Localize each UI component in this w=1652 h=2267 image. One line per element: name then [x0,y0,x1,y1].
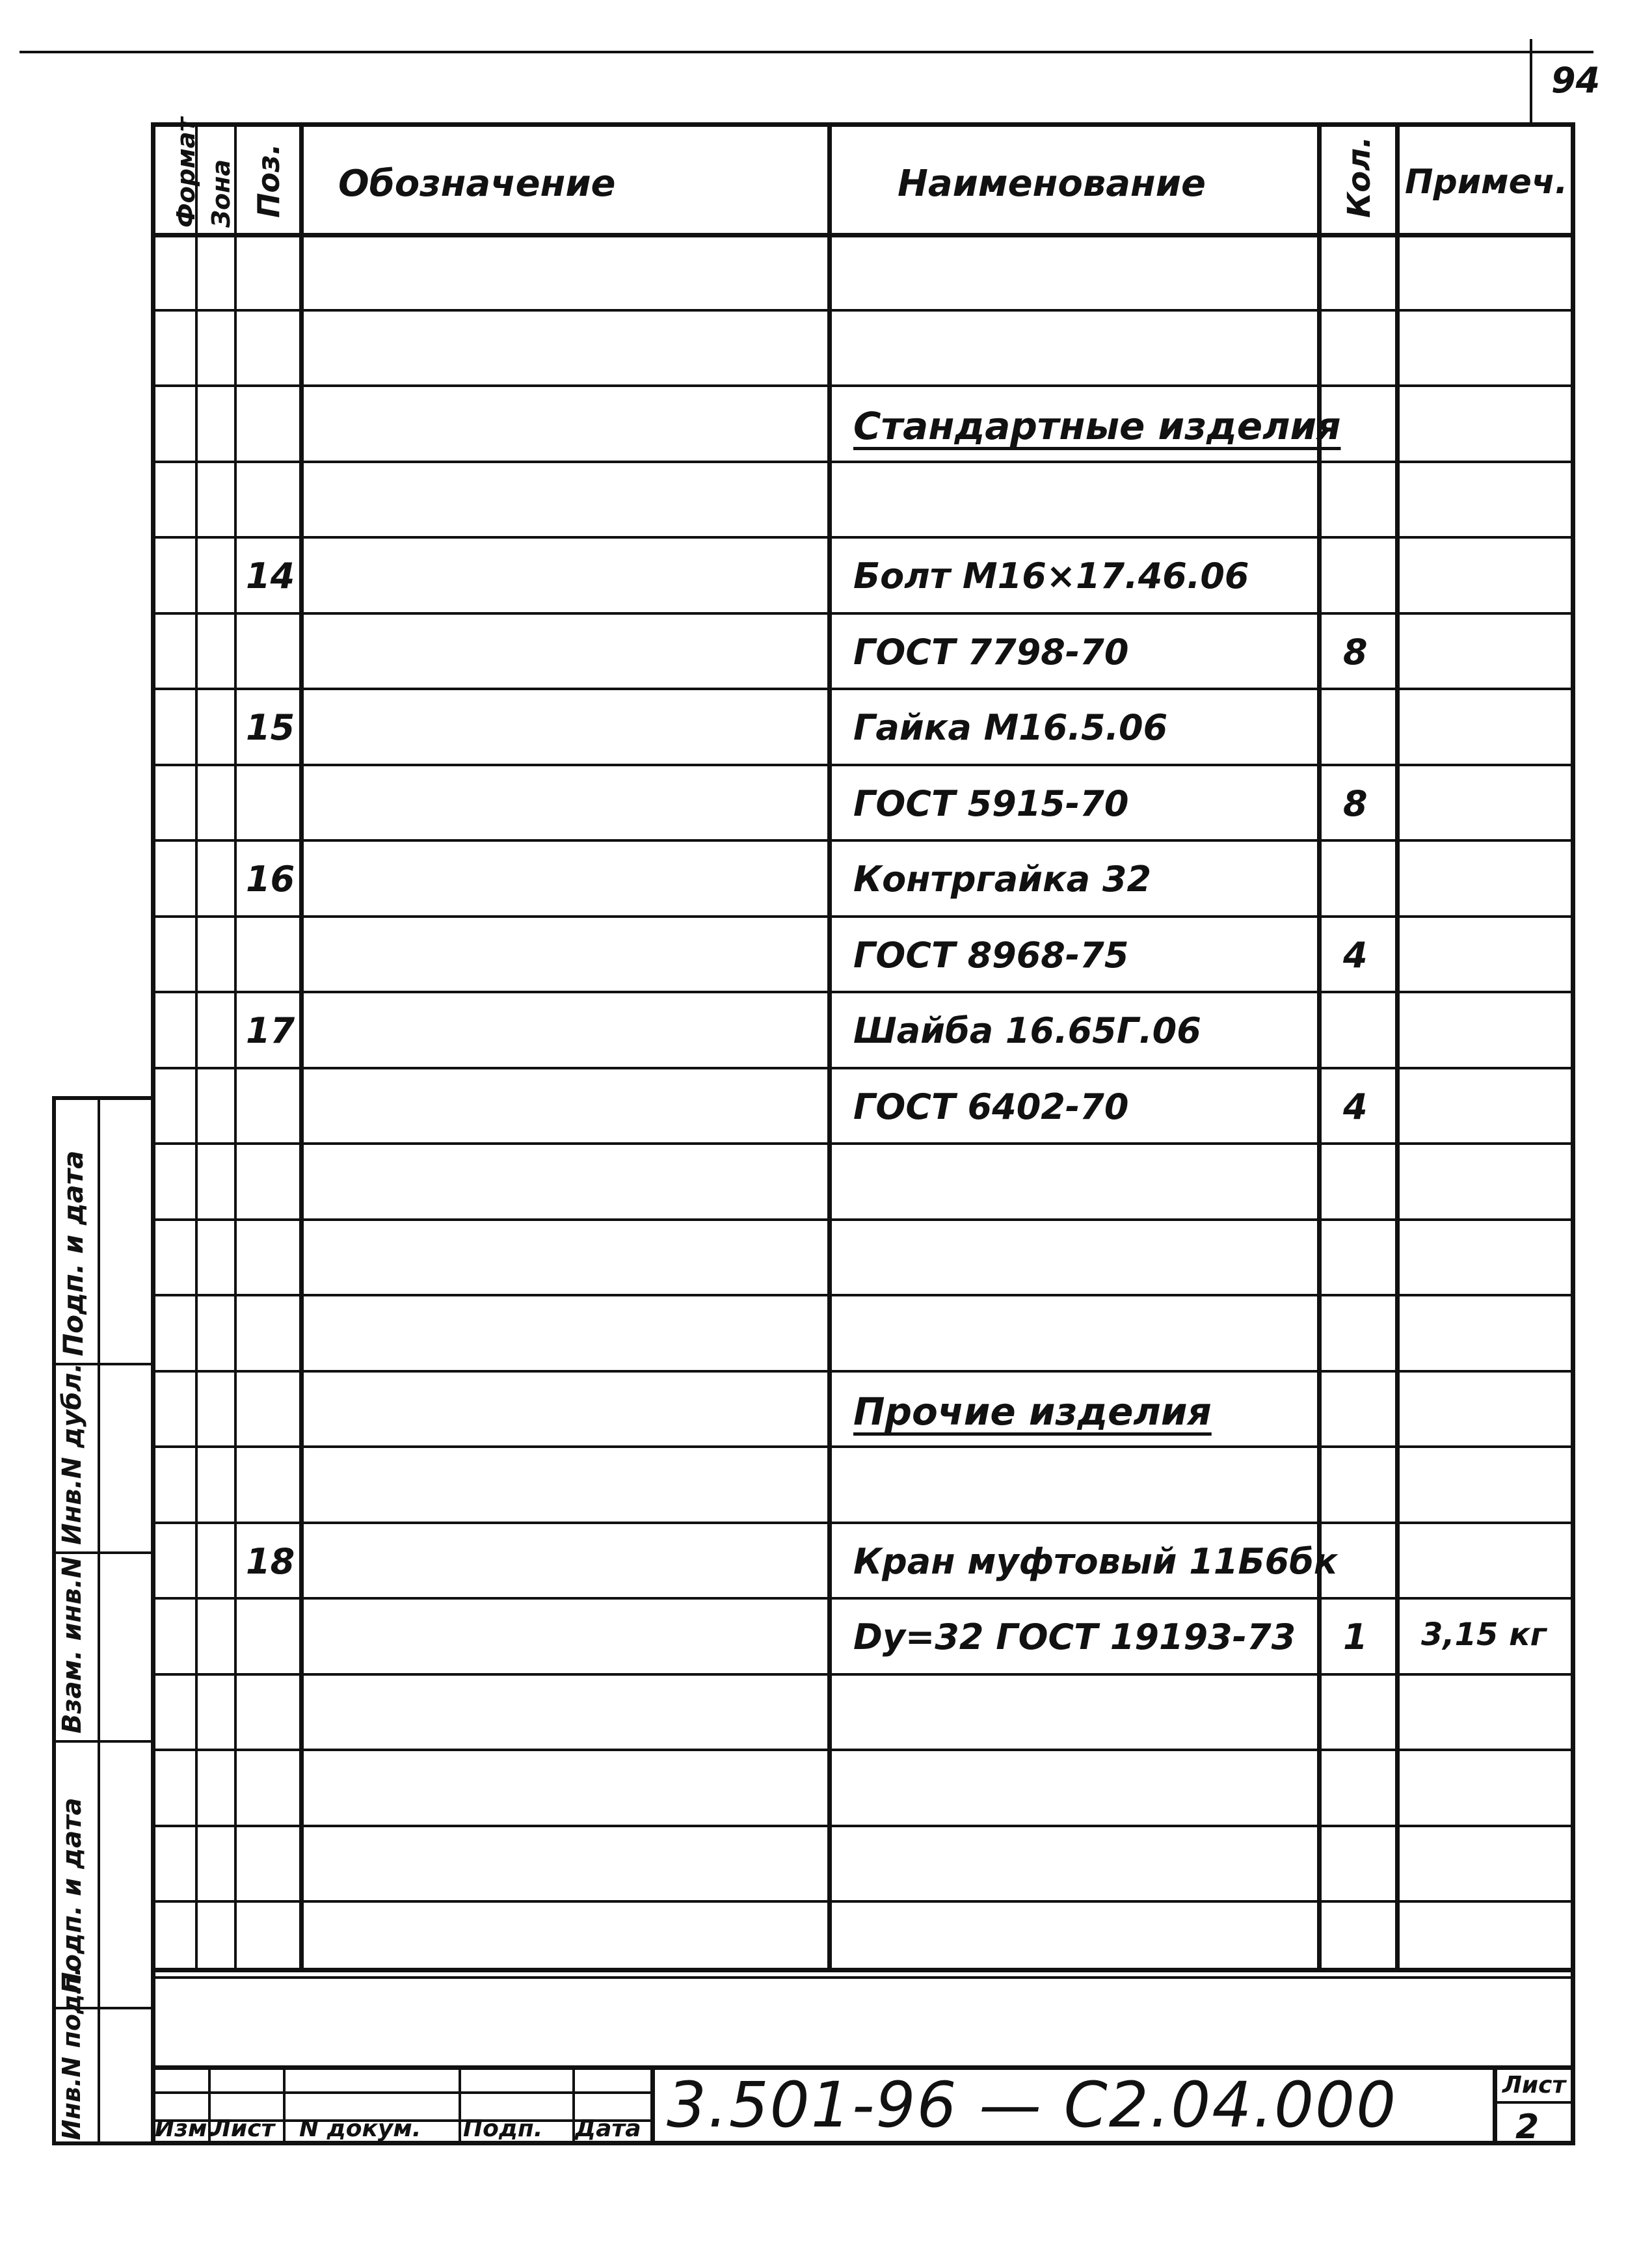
row-name: Dу=32 ГОСТ 19193-73 [853,1616,1296,1657]
page-number-box-left [1530,39,1532,122]
stamp-sign-date-1: Подп. и дата [57,1150,89,1356]
header-qty: Кол. [1341,136,1378,218]
col-designation-right [827,122,832,1970]
row-qty: 4 [1343,935,1368,976]
row-line [151,1218,1575,1221]
stamp-inv-orig: Инв.N подл. [57,1966,86,2140]
row-qty: 4 [1343,1086,1368,1127]
section-heading: Прочие изделия [853,1389,1212,1434]
row-name: Контргайка 32 [853,859,1152,900]
stamp-inv-dup: Инв.N дубл. [57,1363,87,1545]
stamp-replace-inv: Взам. инв.N [57,1556,87,1734]
row-line [151,1067,1575,1069]
row-name: Болт М16×17.46.06 [853,556,1249,597]
table-bottom-line [151,1968,1575,1972]
row-pos: 14 [246,556,295,597]
title-block-divider [650,2065,655,2145]
tb-col-2 [283,2065,286,2145]
row-pos: 18 [246,1541,295,1582]
side-stamp-line-2 [52,1551,151,1554]
row-line [151,1370,1575,1373]
row-line [151,612,1575,615]
row-name: Шайба 16.65Г.06 [853,1010,1201,1051]
header-format: Формат [172,117,200,228]
row-line [151,1825,1575,1827]
row-line [151,461,1575,463]
tb-label-data: Дата [575,2115,641,2142]
side-stamp-line-3 [52,1740,151,1743]
row-qty: 1 [1343,1616,1368,1657]
row-name: Гайка М16.5.06 [853,707,1168,748]
col-format-right [195,122,198,1970]
row-line [151,1976,1575,1979]
document-number: 3.501-96 — С2.04.000 [667,2069,1398,2141]
row-line [151,1673,1575,1676]
stamp-sign-date-2: Подп. и дата [57,1797,87,1994]
row-line [151,991,1575,993]
row-pos: 17 [246,1010,295,1051]
row-qty: 8 [1343,783,1368,824]
section-heading: Стандартные изделия [853,404,1341,448]
row-line [151,688,1575,690]
row-name: Кран муфтовый 11Б6бк [853,1541,1338,1582]
row-name: ГОСТ 6402-70 [853,1086,1129,1127]
header-pos: Поз. [251,143,286,218]
col-pos-right [299,122,304,1970]
tb-col-3 [459,2065,461,2145]
tb-label-izm: Изм. [155,2115,217,2142]
sheet-box-mid [1493,2101,1575,2104]
page-number: 94 [1551,60,1601,101]
row-pos: 16 [246,859,295,900]
row-name: ГОСТ 8968-75 [853,935,1129,976]
row-line [151,1900,1575,1903]
col-zone-right [234,122,237,1970]
row-line [151,764,1575,766]
row-line [151,309,1575,312]
row-line [151,1445,1575,1448]
col-name-right [1317,122,1322,1970]
row-line [151,1749,1575,1751]
sheet-box-left [1493,2065,1497,2145]
row-note: 3,15 кг [1421,1616,1547,1653]
sheet-label: Лист [1502,2072,1566,2099]
row-line [151,915,1575,918]
row-line [151,1142,1575,1145]
header-name: Наименование [898,163,1206,205]
col-qty-right [1395,122,1400,1970]
row-line [151,1597,1575,1600]
tb-label-podp: Подп. [463,2115,543,2142]
row-line [151,384,1575,387]
row-line [151,536,1575,539]
top-border-line [20,51,1593,53]
header-designation: Обозначение [338,163,616,205]
row-line [151,1522,1575,1524]
row-name: ГОСТ 5915-70 [853,783,1129,824]
row-line [151,839,1575,842]
tb-label-list: Лист [211,2115,275,2142]
header-zone: Зона [207,159,235,228]
row-pos: 15 [246,707,295,748]
header-note: Примеч. [1405,163,1568,202]
tb-row-1 [151,2091,650,2094]
sheet-number: 2 [1515,2108,1539,2147]
row-name: ГОСТ 7798-70 [853,632,1129,673]
row-line [151,1294,1575,1296]
row-qty: 8 [1343,632,1368,673]
side-stamp-divider [98,1096,100,2145]
header-bottom-line [151,233,1575,237]
tb-label-ndoc: N докум. [299,2115,421,2142]
